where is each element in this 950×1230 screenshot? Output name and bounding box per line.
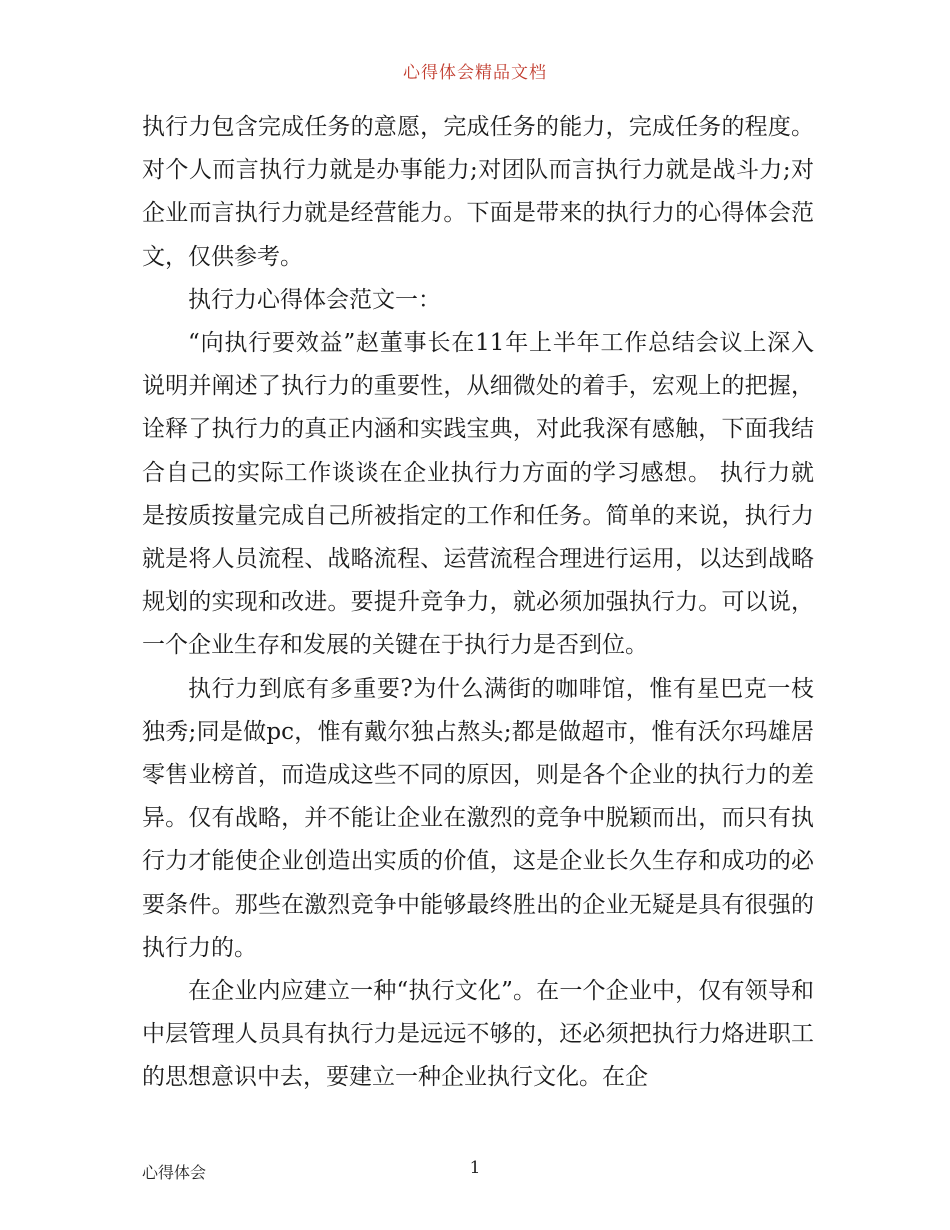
page-number: 1 <box>469 1158 481 1178</box>
paragraph-body-1: “向执行要效益”赵董事长在11年上半年工作总结会议上深入说明并阐述了执行力的重要性，从细微处的着手，宏观上的把握，诠释了执行力的真正内涵和实践宝典，对此我深有感触，下面我结合自己的实际工作谈谈在企业执行力方面的学习感想。 执行力就是按质按量完成自己所被指定的工作和任务。简单的来说，执行力就是将人员流程、战略流程、运营流程合理进行运用，以达到战略规划的实现和改进。要提升竞争力，就必须加强执行力。可以说，一个企业生存和发展的关键在于执行力是否到位。 <box>142 330 814 659</box>
footer-label: 心得体会 <box>142 1163 207 1182</box>
paragraph-intro: 执行力包含完成任务的意愿，完成任务的能力，完成任务的程度。对个人而言执行力就是办事能力;对团队而言执行力就是战斗力;对企业而言执行力就是经营能力。下面是带来的执行力的心得体会范文，仅供参考。 <box>142 114 814 270</box>
page-header-title: 心得体会精品文档 <box>403 63 547 83</box>
paragraph-body-3: 在企业内应建立一种“执行文化”。在一个企业中，仅有领导和中层管理人员具有执行力是远远不够的，还必须把执行力烙进职工的思想意识中去，要建立一种企业执行文化。在企 <box>142 978 814 1091</box>
paragraph-body-2: 执行力到底有多重要?为什么满街的咖啡馆，惟有星巴克一枝独秀;同是做pc，惟有戴尔独占熬头;都是做超市，惟有沃尔玛雄居零售业榜首，而造成这些不同的原因，则是各个企业的执行力的差异。仅有战略，并不能让企业在激烈的竞争中脱颖而出，而只有执行力才能使企业创造出实质的价值，这是企业长久生存和成功的必要条件。那些在激烈竞争中能够最终胜出的企业无疑是具有很强的执行力的。 <box>142 675 814 961</box>
document-body <box>142 106 814 1100</box>
section-heading: 执行力心得体会范文一： <box>188 286 441 313</box>
